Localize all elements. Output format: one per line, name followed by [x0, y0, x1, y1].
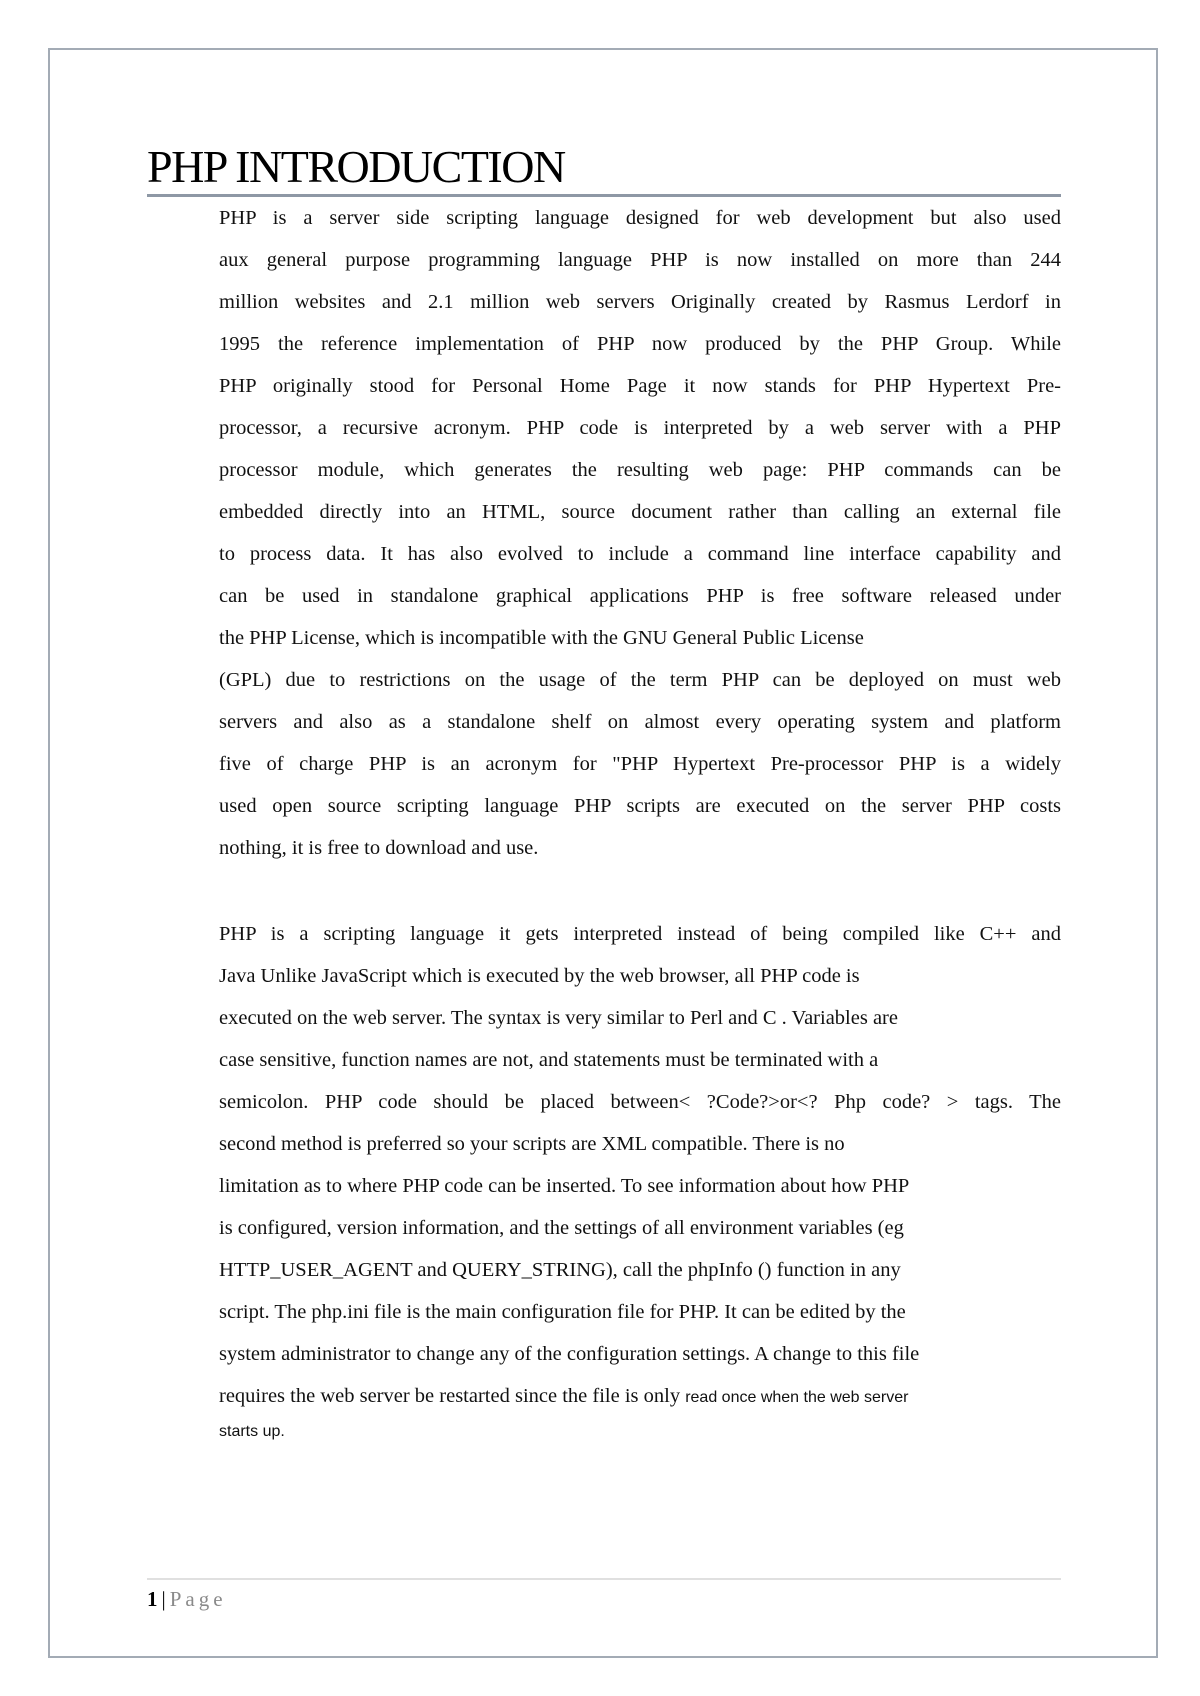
text-line: starts up. — [219, 1423, 285, 1440]
text-line: five of charge PHP is an acronym for "PHP Hypertext Pre-processor PHP is a widely — [219, 753, 1061, 775]
text-line: aux general purpose programming language PHP is now installed on more than 244 — [219, 249, 1061, 271]
text-line: the PHP License, which is incompatible with the GNU General Public License — [219, 627, 864, 649]
text-line: system administrator to change any of the configuration settings. A change to this file — [219, 1343, 920, 1365]
text-line: script. The php.ini file is the main configuration file for PHP. It can be edited by the — [219, 1301, 906, 1323]
paragraph-1 — [219, 197, 1061, 869]
text-line: PHP originally stood for Personal Home Page it now stands for PHP Hypertext Pre- — [219, 375, 1061, 397]
text-line: limitation as to where PHP code can be inserted. To see information about how PHP — [219, 1175, 910, 1197]
text-line: 1995 the reference implementation of PHP now produced by the PHP Group. While — [219, 333, 1061, 355]
page-label: Page — [169, 1587, 227, 1611]
text-line-tail: read once when the web server — [685, 1389, 909, 1406]
text-line: (GPL) due to restrictions on the usage of the term PHP can be deployed on must web — [219, 669, 1061, 691]
text-line: nothing, it is free to download and use. — [219, 837, 539, 859]
text-line: million websites and 2.1 million web servers Originally created by Rasmus Lerdorf in — [219, 291, 1061, 313]
text-line: semicolon. PHP code should be placed between< ?Code?>or<? Php code? > tags. The — [219, 1091, 1061, 1113]
text-line: Java Unlike JavaScript which is executed by the web browser, all PHP code is — [219, 965, 860, 987]
text-line: servers and also as a standalone shelf on almost every operating system and platform — [219, 711, 1061, 733]
text-line: HTTP_USER_AGENT and QUERY_STRING), call the phpInfo () function in any — [219, 1259, 901, 1281]
text-line: embedded directly into an HTML, source document rather than calling an external file — [219, 501, 1061, 523]
footer-divider — [147, 1578, 1061, 1580]
text-line: to process data. It has also evolved to include a command line interface capability and — [219, 543, 1061, 565]
paragraph-2 — [219, 913, 1061, 1447]
text-line-start: requires the web server be restarted since the file is only — [219, 1385, 681, 1407]
text-line: can be used in standalone graphical applications PHP is free software released under — [219, 585, 1061, 607]
footer-separator: | — [161, 1587, 166, 1611]
text-line: executed on the web server. The syntax is very similar to Perl and C . Variables are — [219, 1007, 898, 1029]
text-line: PHP is a server side scripting language designed for web development but also used — [219, 207, 1061, 229]
text-line: processor, a recursive acronym. PHP code is interpreted by a web server with a PHP — [219, 417, 1061, 439]
text-line: case sensitive, function names are not, and statements must be terminated with a — [219, 1049, 879, 1071]
text-line: PHP is a scripting language it gets interpreted instead of being compiled like C++ and — [219, 923, 1061, 945]
page-footer — [147, 1585, 227, 1613]
page-title: PHP INTRODUCTION — [147, 141, 565, 192]
text-line — [219, 1375, 1061, 1417]
page-number: 1 — [147, 1587, 158, 1611]
text-line: processor module, which generates the resulting web page: PHP commands can be — [219, 459, 1061, 481]
text-line: second method is preferred so your scripts are XML compatible. There is no — [219, 1133, 845, 1155]
text-line: is configured, version information, and the settings of all environment variables (eg — [219, 1217, 904, 1239]
text-line: used open source scripting language PHP scripts are executed on the server PHP costs — [219, 795, 1061, 817]
